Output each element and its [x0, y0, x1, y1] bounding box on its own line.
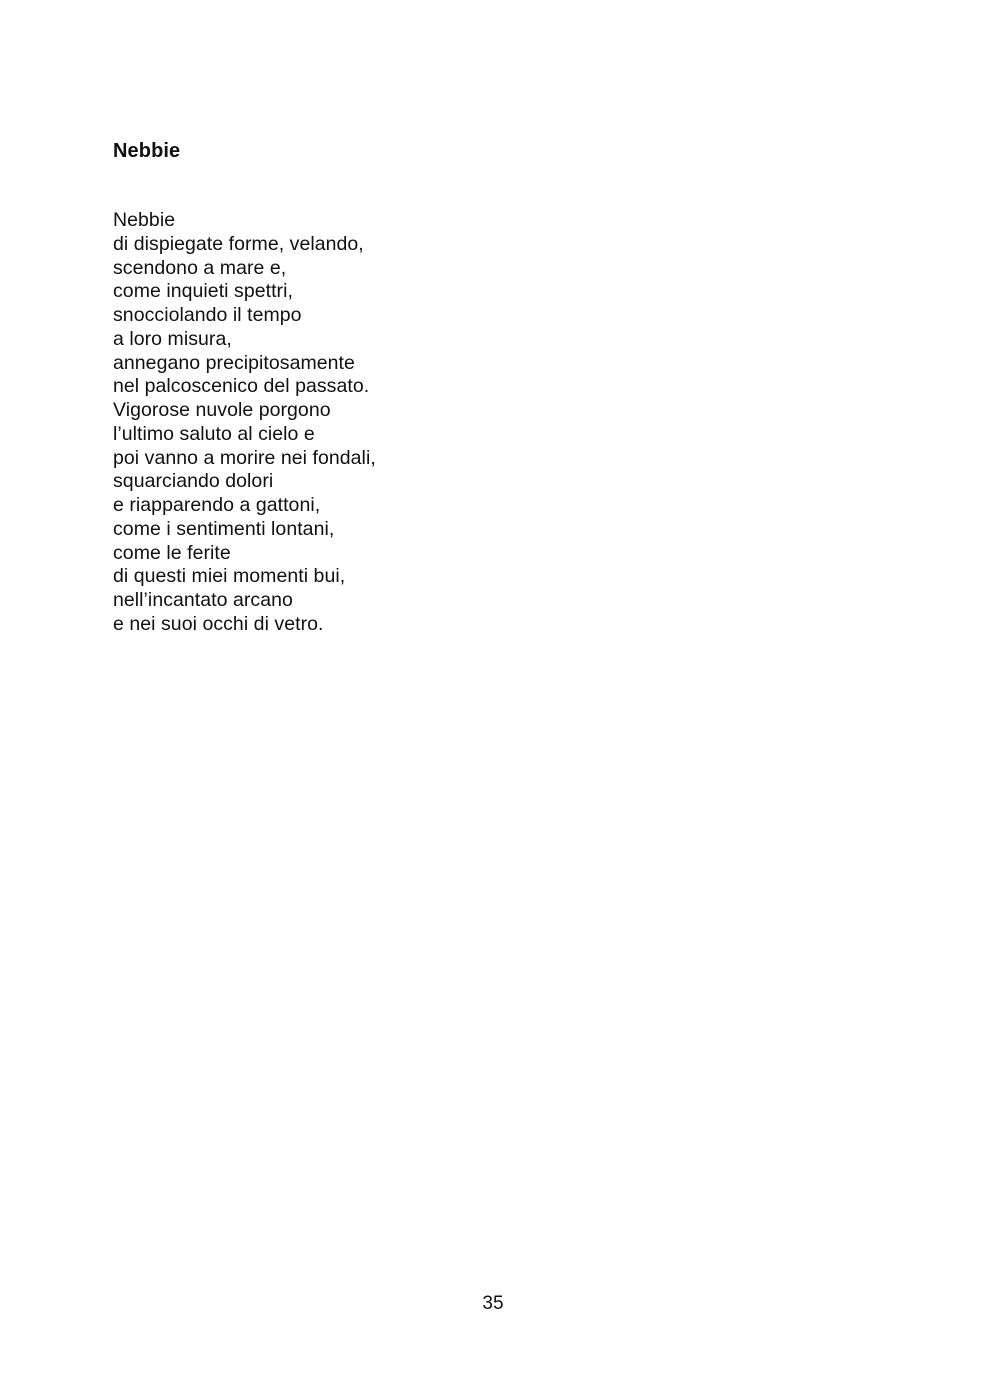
poem-line: l’ultimo saluto al cielo e: [113, 422, 315, 445]
poem-line: snocciolando il tempo: [113, 304, 302, 326]
poem-line: squarciando dolori: [113, 470, 274, 493]
poem-line: a loro misura,: [113, 327, 232, 350]
poem-line: nel palcoscenico del passato.: [113, 375, 370, 398]
poem-line: come inquieti spettri,: [113, 280, 293, 303]
poem-line: e riapparendo a gattoni,: [113, 494, 321, 516]
poem-line: Nebbie: [113, 209, 176, 231]
poem-title: Nebbie: [113, 140, 181, 162]
poem-line: nell’incantato arcano: [113, 589, 293, 611]
poem-line: e nei suoi occhi di vetro.: [113, 612, 324, 635]
poem-line: poi vanno a morire nei fondali,: [113, 446, 376, 469]
poem-line: come le ferite: [113, 541, 231, 564]
poem-line: di dispiegate forme, velando,: [113, 232, 364, 255]
poem-line: annegano precipitosamente: [113, 351, 355, 374]
poem-line: di questi miei momenti bui,: [113, 565, 346, 588]
poem-line: Vigorose nuvole porgono: [113, 399, 331, 421]
page-number: 35: [482, 1293, 504, 1314]
poem-line: scendono a mare e,: [113, 256, 287, 279]
poem-line: come i sentimenti lontani,: [113, 517, 335, 540]
poem-body: [113, 209, 376, 637]
